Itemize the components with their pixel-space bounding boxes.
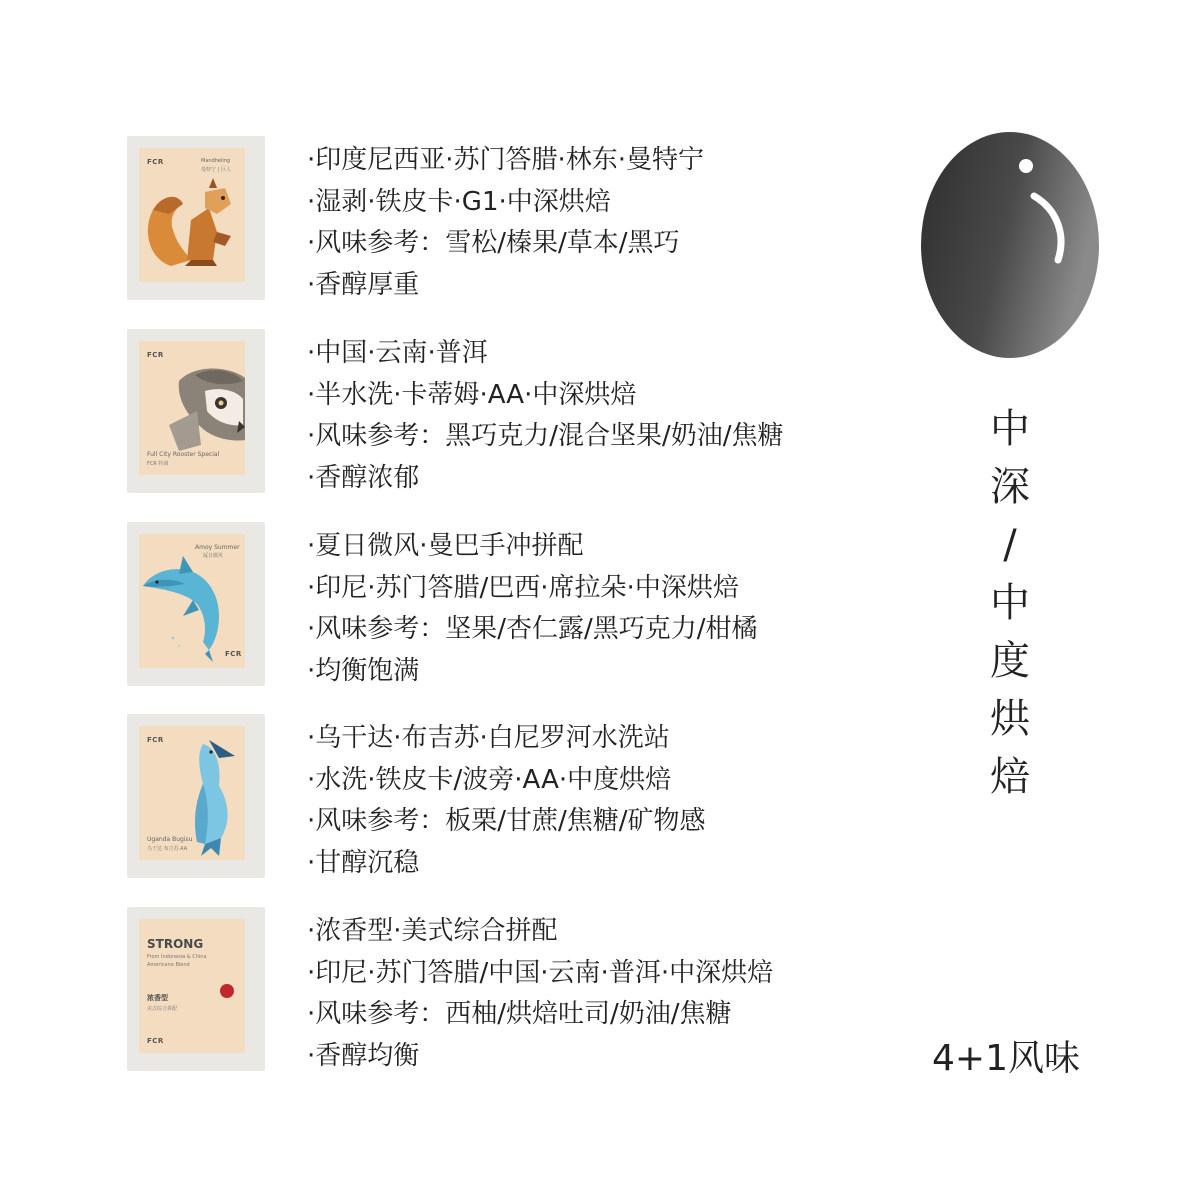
- squirrel-illustration: [139, 148, 245, 282]
- packet-brand: FCR: [147, 158, 164, 166]
- flavor-count-tagline: 4+1风味: [932, 1038, 1080, 1079]
- flavor-line: ·风味参考：坚果/杏仁露/黑巧克力/柑橘: [307, 614, 758, 644]
- roast-level-char: 度: [990, 638, 1030, 684]
- process-line: ·印尼·苏门答腊/中国·云南·普洱·中深烘焙: [307, 957, 774, 988]
- roast-level-char: 焙: [990, 754, 1030, 800]
- product-packet: [127, 522, 265, 686]
- packet-label: [139, 341, 245, 475]
- packet-brand: FCR: [147, 351, 164, 359]
- roast-level-char: 深: [990, 464, 1030, 510]
- origin-line: ·中国·云南·普洱: [307, 338, 488, 368]
- packet-name: Full City Rooster Special: [147, 451, 220, 458]
- coffee-bean-icon: [920, 132, 1102, 362]
- packet-name: Uganda Bugisu: [147, 836, 193, 843]
- packet-subname: 厦日微风: [203, 553, 224, 559]
- origin-line: ·夏日微风·曼巴手冲拼配: [307, 531, 584, 561]
- packet-label: [139, 919, 245, 1053]
- roast-level-text: [988, 400, 1032, 806]
- flavor-line: ·风味参考：黑巧克力/混合坚果/奶油/焦糖: [307, 421, 784, 451]
- origin-line: ·乌干达·布吉苏·白尼罗河水洗站: [307, 723, 670, 753]
- roast-level-char: /: [1003, 522, 1017, 568]
- product-packet: [127, 907, 265, 1071]
- character-line: ·香醇浓郁: [307, 462, 420, 493]
- packet-cn-name: 浓香型: [147, 994, 168, 1002]
- packet-subname: From Indonesia & China Americano Blend: [147, 954, 207, 968]
- character-line: ·香醇厚重: [307, 269, 420, 300]
- origin-line: ·浓香型·美式综合拼配: [307, 916, 558, 946]
- packet-subname: 曼特宁 | 巨人: [201, 167, 231, 173]
- product-item-amoy-summer: [127, 522, 887, 687]
- roast-level-char: 中: [990, 406, 1030, 452]
- packet-brand: FCR: [225, 650, 242, 658]
- product-description: [307, 526, 758, 692]
- roast-level-char: 中: [990, 580, 1030, 626]
- process-line: ·水洗·铁皮卡/波旁·AA·中度烘焙: [307, 764, 672, 795]
- packet-label: [139, 534, 245, 668]
- flavor-line: ·风味参考：板栗/甘蔗/焦糖/矿物感: [307, 806, 706, 836]
- product-item-uganda-bugisu: [127, 714, 887, 879]
- product-item-fcr-special: [127, 329, 887, 494]
- process-line: ·半水洗·卡蒂姆·AA·中深烘焙: [307, 379, 637, 410]
- dolphin-illustration: [139, 534, 245, 668]
- packet-cn-subname: 美式综合拼配: [147, 1006, 178, 1012]
- product-item-mandheling: [127, 136, 887, 301]
- character-line: ·香醇均衡: [307, 1040, 420, 1071]
- packet-brand: FCR: [147, 736, 164, 744]
- packet-name: Amoy Summer: [195, 544, 240, 551]
- roast-level-char: 烘: [990, 696, 1030, 742]
- red-dot-mark: [139, 919, 245, 1053]
- packet-brand: FCR: [147, 1037, 164, 1045]
- product-packet: [127, 329, 265, 493]
- character-line: ·均衡饱满: [307, 655, 420, 686]
- product-packet: [127, 136, 265, 300]
- product-item-strong-blend: [127, 907, 887, 1072]
- product-description: [307, 333, 784, 499]
- product-description: [307, 140, 704, 306]
- flavor-line: ·风味参考：西柚/烘焙吐司/奶油/焦糖: [307, 999, 732, 1029]
- origin-line: ·印度尼西亚·苏门答腊·林东·曼特宁: [307, 145, 705, 175]
- packet-subname: 乌干达 布吉苏 AA: [147, 846, 188, 852]
- product-description: [307, 911, 773, 1077]
- character-line: ·甘醇沉稳: [307, 847, 420, 878]
- packet-name: STRONG: [147, 937, 204, 951]
- packet-subname: FCR 特调: [147, 461, 169, 467]
- packet-name: Mandheling: [201, 158, 231, 164]
- product-description: [307, 718, 706, 884]
- packet-label: [139, 148, 245, 282]
- process-line: ·湿剥·铁皮卡·G1·中深烘焙: [307, 186, 611, 217]
- process-line: ·印尼·苏门答腊/巴西·席拉朵·中深烘焙: [307, 572, 739, 603]
- product-packet: [127, 714, 265, 878]
- flavor-line: ·风味参考：雪松/榛果/草本/黑巧: [307, 228, 680, 258]
- packet-label: [139, 726, 245, 860]
